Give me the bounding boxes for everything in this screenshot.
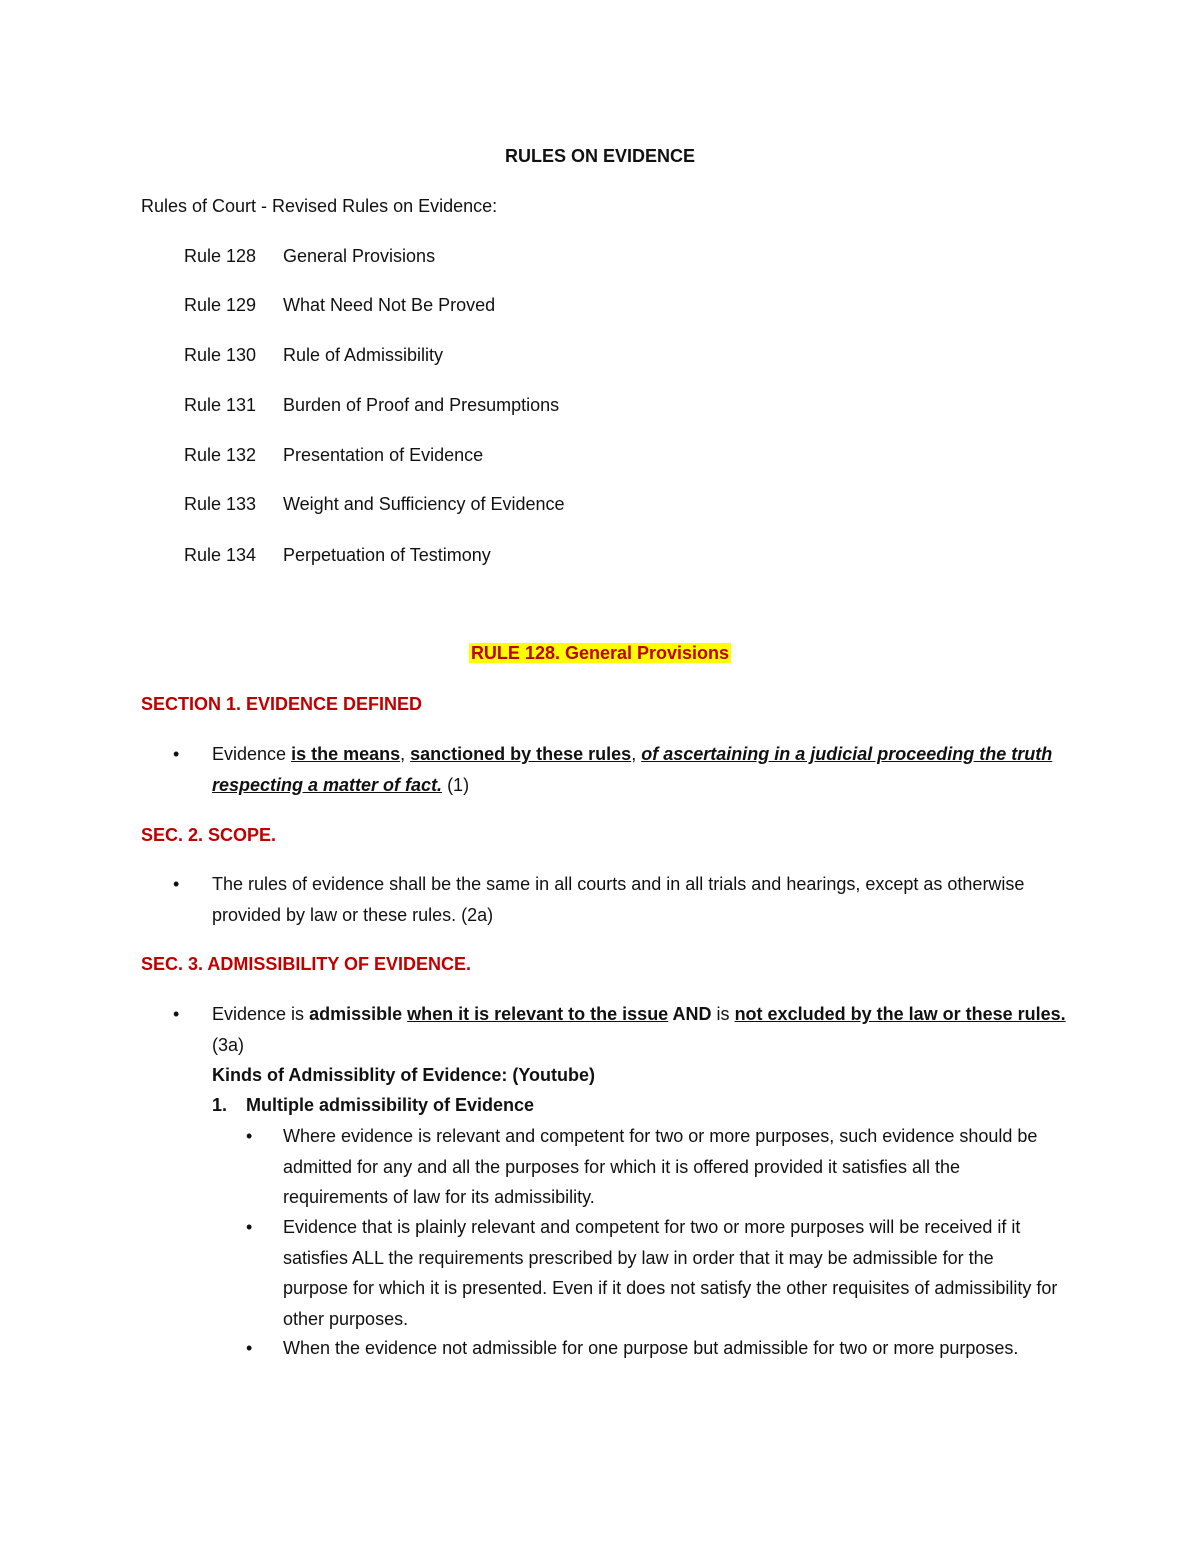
bullet-icon: •: [173, 744, 180, 764]
rule-number: Rule 131: [184, 395, 257, 415]
bullet-icon: •: [246, 1338, 253, 1358]
rule-name: Presentation of Evidence: [283, 445, 484, 465]
rule-number: Rule 128: [184, 246, 257, 266]
section-2-heading: SEC. 2. SCOPE.: [141, 825, 277, 845]
rule-name: Weight and Sufficiency of Evidence: [283, 494, 565, 514]
section-1-heading: SECTION 1. EVIDENCE DEFINED: [141, 694, 423, 714]
bullet-icon: •: [246, 1126, 253, 1146]
section-2-text: The rules of evidence shall be the same in all courts and in all trials and hearings, except as otherwise provided by law or these rules. (2a): [212, 874, 1025, 925]
rule-name: Burden of Proof and Presumptions: [283, 395, 560, 415]
intro-text: Rules of Court - Revised Rules on Evidence:: [141, 196, 498, 216]
bullet-icon: •: [173, 1004, 180, 1024]
item-title: Multiple admissibility of Evidence: [246, 1095, 535, 1115]
document-title: RULES ON EVIDENCE: [504, 146, 696, 166]
rule-number: Rule 134: [184, 545, 257, 565]
list-number: 1.: [212, 1095, 228, 1115]
rule-name: Rule of Admissibility: [283, 345, 444, 365]
bullet-icon: •: [173, 874, 180, 894]
rule-number: Rule 132: [184, 445, 257, 465]
highlighted-heading: RULE 128. General Provisions: [470, 643, 730, 663]
rule-128-heading: [0, 638, 1200, 668]
rule-name: What Need Not Be Proved: [283, 295, 496, 315]
sub-bullet-text: Where evidence is relevant and competent for two or more purposes, such evidence should be admitted for any and all the purposes for which it is offered provided it satisfies all the requirements of law for its admissibility.: [283, 1126, 1038, 1207]
section-1-text: Evidence is the means, sanctioned by these rules, of ascertaining in a judicial proceeding the truth respecting a matter of fact. (1): [212, 744, 1053, 795]
rule-number: Rule 130: [184, 345, 257, 365]
rule-number: Rule 129: [184, 295, 257, 315]
section-3-heading: SEC. 3. ADMISSIBILITY OF EVIDENCE.: [141, 954, 472, 974]
rule-number: Rule 133: [184, 494, 257, 514]
rule-name: Perpetuation of Testimony: [283, 545, 491, 565]
rule-name: General Provisions: [283, 246, 436, 266]
section-3-text: Evidence is admissible when it is relevant to the issue AND is not excluded by the law or these rules. (3a): [212, 1004, 1066, 1055]
bullet-icon: •: [246, 1217, 253, 1237]
kinds-heading: Kinds of Admissiblity of Evidence: (Youtube): [212, 1065, 596, 1085]
sub-bullet-text: Evidence that is plainly relevant and competent for two or more purposes will be received if it satisfies ALL the requirements prescribed by law in order that it may be admissible for the purpose for which it is presented. Even if it does not satisfy the other requisites of admissibility for other purposes.: [283, 1217, 1058, 1329]
sub-bullet-text: When the evidence not admissible for one purpose but admissible for two or more purposes.: [283, 1338, 1019, 1358]
